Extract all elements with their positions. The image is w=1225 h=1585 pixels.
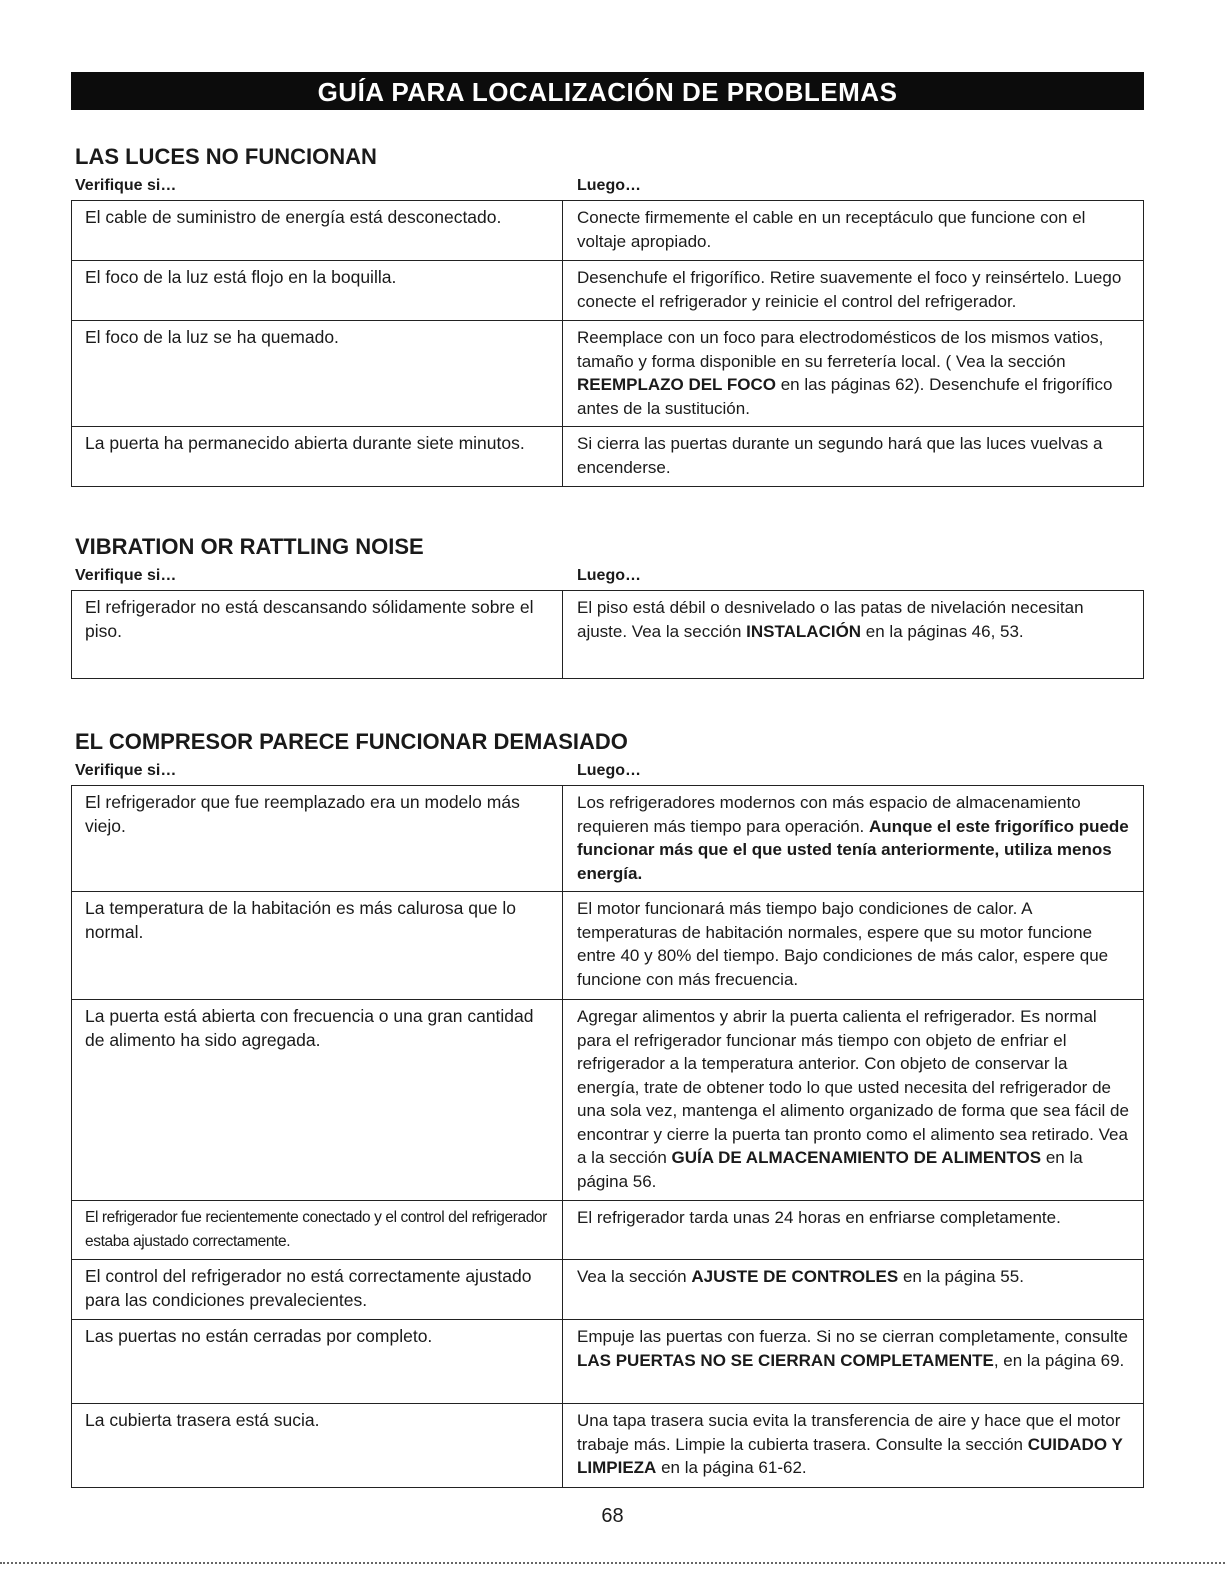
action-cell: Reemplace con un foco para electrodomésticos de los mismos vatios, tamaño y forma disponible en su ferretería local. ( Vea la sección REEMPLAZO DEL FOCO en las páginas 62). Desenchufe el frigorífico antes de la sustitución. (563, 321, 1144, 427)
troubleshooting-table (71, 785, 1144, 1488)
emphasized-text: Aunque el este frigorífico puede funcionar más que el que usted tenía anteriormente, utiliza menos energía. (577, 816, 1129, 883)
section-vibration (71, 534, 1144, 679)
emphasized-text: INSTALACIÓN (746, 621, 862, 641)
table-row (72, 892, 1144, 1000)
action-cell: Si cierra las puertas durante un segundo hará que las luces vuelvas a encenderse. (563, 427, 1144, 487)
check-cell: Las puertas no están cerradas por completo. (72, 1320, 563, 1404)
section-title: EL COMPRESOR PARECE FUNCIONAR DEMASIADO (75, 729, 628, 754)
section-title: LAS LUCES NO FUNCIONAN (75, 144, 377, 169)
check-cell: El foco de la luz está flojo en la boquilla. (72, 261, 563, 321)
section-compressor (71, 729, 1144, 1488)
check-column-header: Verifique si… (75, 567, 177, 584)
table-row (72, 786, 1144, 892)
troubleshooting-table (71, 200, 1144, 487)
check-cell: El refrigerador que fue reemplazado era un modelo más viejo. (72, 786, 563, 892)
check-cell: La temperatura de la habitación es más calurosa que lo normal. (72, 892, 563, 1000)
table-row (72, 1201, 1144, 1260)
table-row (72, 1260, 1144, 1320)
action-cell: Vea la sección AJUSTE DE CONTROLES en la página 55. (563, 1260, 1144, 1320)
check-column-header: Verifique si… (75, 762, 177, 779)
check-cell: El control del refrigerador no está correctamente ajustado para las condiciones prevalecientes. (72, 1260, 563, 1320)
action-cell: Agregar alimentos y abrir la puerta calienta el refrigerador. Es normal para el refrigerador funcionar más tiempo con objeto de enfriar el refrigerador a la temperatura anterior. Con objeto de conservar la energía, trate de obtener todo lo que usted necesita del refrigerador de una sola vez, mantenga el alimento organizado de forma que sea fácil de encontrar y cierre la puerta tan pronto como el alimento sea retirado. Vea a la sección GUÍA DE ALMACENAMIENTO DE ALIMENTOS en la página 56. (563, 1000, 1144, 1201)
emphasized-text: GUÍA DE ALMACENAMIENTO DE ALIMENTOS (671, 1148, 1042, 1167)
table-row (72, 591, 1144, 679)
section-title: VIBRATION OR RATTLING NOISE (75, 534, 424, 559)
action-cell: El motor funcionará más tiempo bajo condiciones de calor. A temperaturas de habitación normales, espere que su motor funcione entre 40 y 80% del tiempo. Bajo condiciones de más calor, espere que funcione con más frecuencia. (563, 892, 1144, 1000)
action-cell: Una tapa trasera sucia evita la transferencia de aire y hace que el motor trabaje más. Limpie la cubierta trasera. Consulte la sección CUIDADO Y LIMPIEZA en la página 61-62. (563, 1404, 1144, 1488)
action-cell: El refrigerador tarda unas 24 horas en enfriarse completamente. (563, 1201, 1144, 1260)
emphasized-text: REEMPLAZO DEL FOCO (577, 375, 776, 394)
action-cell: Desenchufe el frigorífico. Retire suavemente el foco y reinsértelo. Luego conecte el refrigerador y reinicie el control del refrigerador. (563, 261, 1144, 321)
check-column-header: Verifique si… (75, 177, 177, 194)
emphasized-text: LAS PUERTAS NO SE CIERRAN COMPLETAMENTE (577, 1350, 994, 1370)
column-headers (71, 755, 1144, 785)
check-cell: La puerta ha permanecido abierta durante siete minutos. (72, 427, 563, 487)
section-lights (71, 144, 1144, 487)
page-title-banner: GUÍA PARA LOCALIZACIÓN DE PROBLEMAS (71, 72, 1144, 110)
action-column-header: Luego… (577, 177, 641, 194)
check-cell: La cubierta trasera está sucia. (72, 1404, 563, 1488)
bottom-dotted-rule (0, 1562, 1225, 1564)
troubleshooting-table (71, 590, 1144, 679)
table-row (72, 201, 1144, 261)
action-column-header: Luego… (577, 762, 641, 779)
column-headers (71, 170, 1144, 200)
action-column-header: Luego… (577, 567, 641, 584)
check-cell: El refrigerador no está descansando sólidamente sobre el piso. (72, 591, 563, 679)
emphasized-text: CUIDADO Y LIMPIEZA (577, 1434, 1123, 1477)
action-cell: Conecte firmemente el cable en un receptáculo que funcione con el voltaje apropiado. (563, 201, 1144, 261)
table-row (72, 1000, 1144, 1201)
action-cell: Empuje las puertas con fuerza. Si no se cierran completamente, consulte LAS PUERTAS NO SE CIERRAN COMPLETAMENTE, en la página 69. (563, 1320, 1144, 1404)
check-cell: El refrigerador fue recientemente conectado y el control del refrigerador estaba ajustado correctamente. (72, 1201, 563, 1260)
action-cell: El piso está débil o desnivelado o las patas de nivelación necesitan ajuste. Vea la sección INSTALACIÓN en la páginas 46, 53. (563, 591, 1144, 679)
action-cell: Los refrigeradores modernos con más espacio de almacenamiento requieren más tiempo para operación. Aunque el este frigorífico puede funcionar más que el que usted tenía anteriormente, utiliza menos energía. (563, 786, 1144, 892)
check-cell: El foco de la luz se ha quemado. (72, 321, 563, 427)
table-row (72, 261, 1144, 321)
emphasized-text: AJUSTE DE CONTROLES (691, 1267, 899, 1286)
table-row (72, 1320, 1144, 1404)
table-row (72, 321, 1144, 427)
page-number: 68 (601, 1505, 624, 1527)
column-headers (71, 560, 1144, 590)
table-row (72, 1404, 1144, 1488)
check-cell: La puerta está abierta con frecuencia o una gran cantidad de alimento ha sido agregada. (72, 1000, 563, 1201)
check-cell: El cable de suministro de energía está desconectado. (72, 201, 563, 261)
table-row (72, 427, 1144, 487)
